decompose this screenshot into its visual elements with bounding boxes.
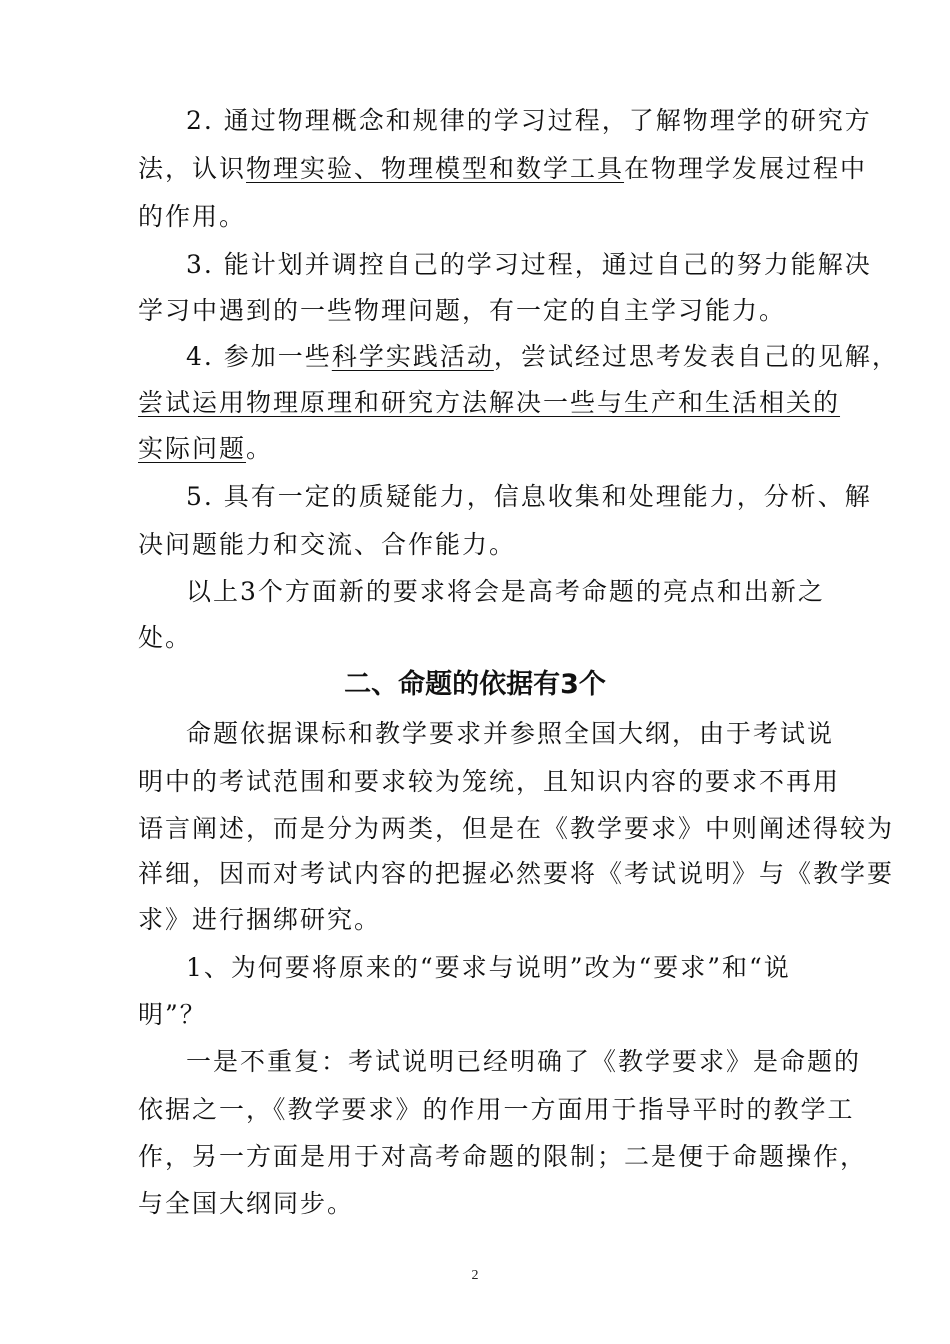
text-segment: 的作用。 — [138, 202, 247, 231]
text-line — [0, 765, 950, 799]
text-line — [0, 1045, 950, 1079]
text-segment: 2. 通过物理概念和规律的学习过程，了解物理学的研究方 — [186, 106, 872, 135]
text-line — [0, 432, 950, 466]
text-segment: 命题依据课标和教学要求并参照全国大纲，由于考试说 — [186, 719, 835, 748]
text-segment: 。 — [246, 434, 274, 463]
text-segment: 在物理学发展过程中 — [624, 154, 868, 183]
text-segment: 明中的考试范围和要求较为笼统，且知识内容的要求不再用 — [138, 767, 841, 796]
text-line — [0, 386, 950, 420]
text-line — [0, 340, 950, 374]
text-line — [0, 1093, 950, 1127]
text-segment: 依据之一，《教学要求》的作用一方面用于指导平时的教学工 — [138, 1095, 855, 1124]
text-line — [0, 294, 950, 328]
text-segment: 祥细，因而对考试内容的把握必然要将《考试说明》与《教学要 — [138, 859, 895, 888]
text-line — [0, 621, 950, 655]
text-line — [0, 104, 950, 138]
text-line — [0, 951, 950, 985]
section-heading: 二、命题的依据有3个 — [344, 669, 606, 700]
page-number: 2 — [471, 1268, 479, 1283]
text-segment: 1、为何要将原来的“要求与说明”改为“要求”和“说 — [186, 953, 791, 982]
underlined-text: 物理实验、物理模型和数学工具 — [246, 154, 625, 183]
text-line — [0, 528, 950, 562]
text-segment: 与全国大纲同步。 — [138, 1189, 355, 1218]
underlined-text: 科学实践活动 — [331, 342, 494, 371]
text-line — [0, 812, 950, 846]
text-segment: 法，认识 — [138, 154, 247, 183]
underlined-text: 尝试运用物理原理和研究方法解决一些与生产和生活相关的 — [138, 388, 841, 417]
text-line — [0, 857, 950, 891]
text-line — [0, 248, 950, 282]
text-segment: ，尝试经过思考发表自己的见解， — [493, 342, 899, 371]
underlined-text: 实际问题 — [138, 434, 247, 463]
text-segment: 明”？ — [138, 1000, 207, 1029]
text-segment: 学习中遇到的一些物理问题，有一定的自主学习能力。 — [138, 296, 787, 325]
text-line — [0, 152, 950, 186]
text-segment: 4. 参加一些 — [186, 342, 332, 371]
text-line — [0, 717, 950, 751]
text-segment: 以上3个方面新的要求将会是高考命题的亮点和出新之 — [186, 577, 825, 606]
text-line — [0, 575, 950, 609]
text-segment: 作，另一方面是用于对高考命题的限制；二是便于命题操作， — [138, 1142, 868, 1171]
text-segment: 5. 具有一定的质疑能力，信息收集和处理能力，分析、解 — [186, 482, 872, 511]
text-segment: 3. 能计划并调控自己的学习过程，通过自己的努力能解决 — [186, 250, 872, 279]
text-line — [0, 903, 950, 937]
text-line — [0, 1187, 950, 1221]
text-line — [0, 480, 950, 514]
text-segment: 语言阐述，而是分为两类，但是在《教学要求》中则阐述得较为 — [138, 814, 895, 843]
text-line — [0, 998, 950, 1032]
text-segment: 处。 — [138, 623, 193, 652]
text-line — [0, 200, 950, 234]
text-segment: 决问题能力和交流、合作能力。 — [138, 530, 517, 559]
text-segment: 求》进行捆绑研究。 — [138, 905, 382, 934]
text-line — [0, 1140, 950, 1174]
text-segment: 一是不重复：考试说明已经明确了《教学要求》是命题的 — [186, 1047, 862, 1076]
